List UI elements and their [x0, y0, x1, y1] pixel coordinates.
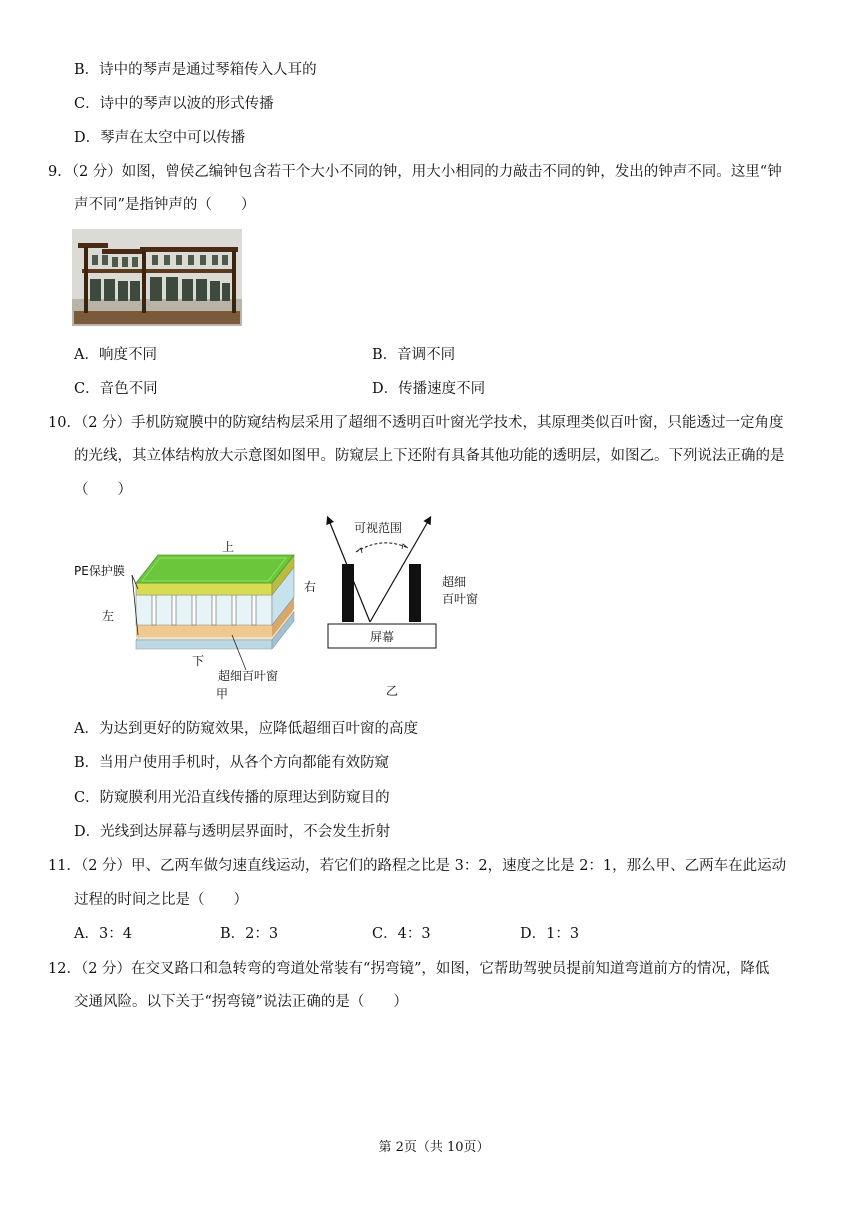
- q10-stem-line3: （ ）: [74, 482, 132, 498]
- q9-option-c: C．音色不同: [74, 381, 158, 397]
- privacy-film-structure-diagram: [72, 515, 317, 705]
- q12-stem-line2: 交通风险。以下关于“拐弯镜”说法正确的是（ ）: [74, 994, 408, 1010]
- q8-option-d: D．琴声在太空中可以传播: [74, 130, 246, 146]
- q9-option-b: B．音调不同: [372, 347, 456, 363]
- q10-option-d: D．光线到达屏幕与透明层界面时，不会发生折射: [74, 824, 391, 840]
- page-footer: 第 2页（共 10页）: [378, 1140, 490, 1155]
- q9-option-d: D．传播速度不同: [372, 381, 486, 397]
- q12-stem-line1: 12．（2 分）在交叉路口和急转弯的弯道处常装有“拐弯镜”，如图，它帮助驾驶员提前知道弯道前方的情况，降低: [48, 961, 770, 977]
- q8-option-b: B．诗中的琴声是通过琴箱传入人耳的: [74, 62, 317, 78]
- fig-yi-view-label: 可视范围: [354, 521, 403, 535]
- privacy-view-angle-diagram: [322, 512, 492, 705]
- q10-option-b: B．当用户使用手机时，从各个方向都能有效防窥: [74, 755, 390, 771]
- q9-stem-line1: 9．（2 分）如图，曾侯乙编钟包含若干个大小不同的钟，用大小相同的力敲击不同的钟，发出的钟声不同。这里“钟: [48, 164, 782, 180]
- q10-stem-line2: 的光线，其立体结构放大示意图如图甲。防窥层上下还附有具备其他功能的透明层，如图乙。下列说法正确的是: [74, 448, 785, 464]
- fig-yi-louver-label-2: 百叶窗: [442, 592, 479, 606]
- fig-yi-caption: 乙: [386, 684, 399, 698]
- q11-option-d: D．1：3: [520, 926, 580, 942]
- q9-option-a: A．响度不同: [74, 347, 157, 363]
- fig-jia-caption: 甲: [216, 687, 229, 701]
- fig-jia-louver-label: 超细百叶窗: [218, 669, 279, 683]
- q11-option-a: A．3：4: [74, 926, 132, 942]
- fig-yi-screen-label: 屏幕: [369, 630, 395, 644]
- fig-yi-louver-label-1: 超细: [442, 575, 467, 589]
- q11-stem-line2: 过程的时间之比是（ ）: [74, 892, 248, 908]
- fig-jia-film-label: PE保护膜: [74, 564, 125, 578]
- q11-stem-line1: 11．（2 分）甲、乙两车做匀速直线运动，若它们的路程之比是 3：2，速度之比是 2：1，那么甲、乙两车在此运动: [48, 858, 787, 874]
- q11-option-b: B．2：3: [220, 926, 279, 942]
- fig-jia-left-label: 左: [102, 609, 115, 623]
- q9-stem-line2: 声不同”是指钟声的（ ）: [74, 197, 256, 213]
- fig-jia-top-label: 上: [222, 540, 235, 554]
- q10-stem-line1: 10．（2 分）手机防窥膜中的防窥结构层采用了超细不透明百叶窗光学技术，其原理类似百叶窗，只能透过一定角度: [48, 415, 784, 431]
- q8-option-c: C．诗中的琴声以波的形式传播: [74, 96, 274, 112]
- fig-jia-bottom-label: 下: [192, 654, 205, 668]
- q10-option-a: A．为达到更好的防窥效果，应降低超细百叶窗的高度: [74, 721, 418, 737]
- q11-option-c: C．4：3: [372, 926, 431, 942]
- bianzhong-bells-photo: [72, 229, 242, 326]
- fig-jia-right-label: 右: [303, 580, 317, 594]
- q10-option-c: C．防窥膜利用光沿直线传播的原理达到防窥目的: [74, 790, 390, 806]
